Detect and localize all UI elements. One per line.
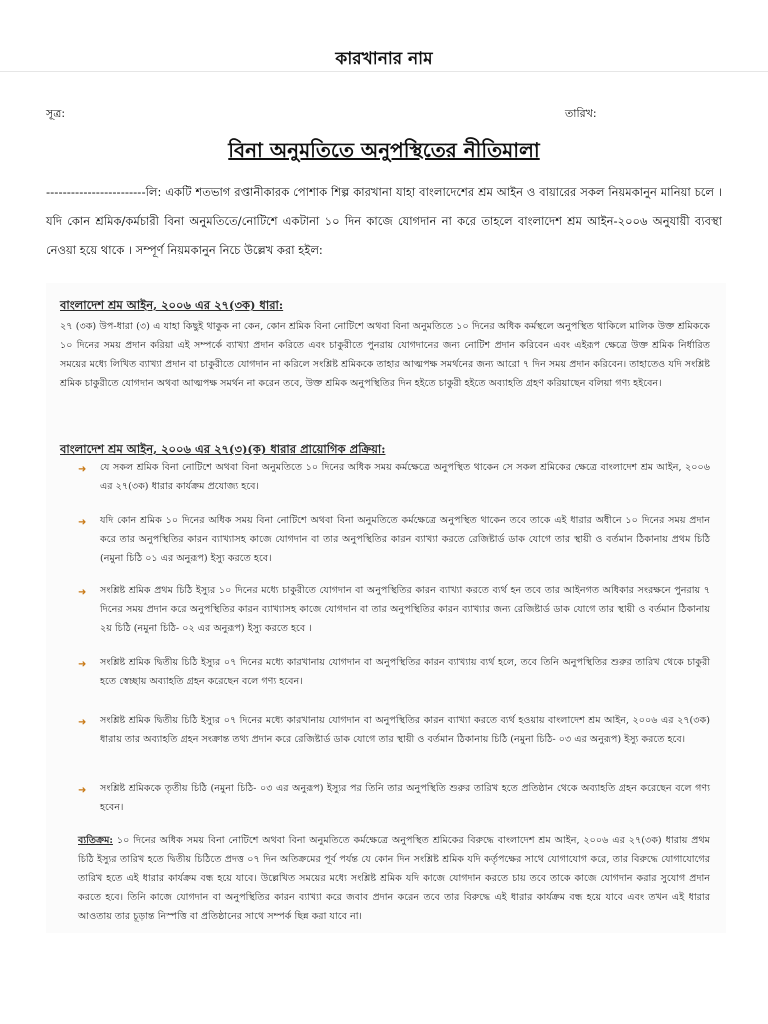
intro-paragraph: ------------------------লি: একটি শতভাগ রপ্তানীকারক পোশাক শিল্প কারখানা যাহা বাংলাদেশের শ্রম আইন ও বায়ারের সকল নিয়মকানুন মানিয়া চলে । যদি কোন শ্রমিক/কর্মচারী বিনা অনুমতিতে/নোটিশে একটানা ১০ দিন কাজে যোগদান না করে তাহলে বাংলাদেশ শ্রম আইন-২০০৬ অনুযায়ী ব্যবস্থা নেওয়া হয়ে থাকে । সম্পূর্ণ নিয়মকানুন নিচে উল্লেখ করা হইল: (46, 185, 722, 257)
exception-paragraph (78, 831, 710, 926)
reference-label: সূত্র: (46, 107, 66, 120)
list-item (78, 458, 710, 496)
factory-name: কারখানার নাম (335, 49, 433, 69)
section2-heading: বাংলাদেশ শ্রম আইন, ২০০৬ এর ২৭(৩)(ক) ধারার প্রায়োগিক প্রক্রিয়া: (60, 442, 386, 456)
date-label: তারিখ: (565, 107, 597, 120)
exception-label: ব্যতিক্রম: (78, 835, 113, 846)
list-item-text: সংশ্লিষ্ট শ্রমিককে তৃতীয় চিঠি (নমুনা চিঠি- ০৩ এর অনুরূপ) ইস্যুর পর তিনি তার অনুপস্থিতি শুরুর তারিখ হতে প্রতিষ্ঠান থেকে অব্যাহতি গ্রহন করেছেন বলে গণ্য হবেন। (100, 783, 710, 813)
section1-paragraph: ২৭ (৩ক) উপ-ধারা (৩) এ যাহা কিছুই থাকুক না কেন, কোন শ্রমিক বিনা নোটিশে অথবা বিনা অনুমতিতে ১০ দিনের অধিক কর্মস্থলে অনুপস্থিত থাকিলে মালিক উক্ত শ্রমিককে ১০ দিনের সময় প্রদান করিয়া এই সম্পর্কে ব্যাখ্যা প্রদান করিতে এবং চাকুরীতে পুনরায় যোগদানের জন্য নোটিশ প্রদান করিবেন এবং এইরূপ ক্ষেত্রে উক্ত শ্রমিক নির্ধারিত সময়ের মধ্যে লিখিত ব্যাখ্যা প্রদান বা চাকুরীতে যোগদান না করিলে সংশ্লিষ্ট শ্রমিককে তাহার আত্মপক্ষ সমর্থনের জন্য আরো ৭ দিন সময় প্রদান করিবেন। তাহাতেও যদি সংশ্লিষ্ট শ্রমিক চাকুরীতে যোগদান অথবা আত্মপক্ষ সমর্থন না করেন তবে, উক্ত শ্রমিক অনুপস্থিতির দিন হইতে চাকুরী হইতে অব্যাহতি গ্রহণ করিয়াছেন বলিয়া গণ্য হইবেন। (60, 321, 710, 389)
header-divider (0, 71, 768, 72)
exception-text: ১০ দিনের অধিক সময় বিনা নোটিশে অথবা বিনা অনুমতিতে কর্মক্ষেত্রে অনুপস্থিত শ্রমিকের বিরুদ্ধে বাংলাদেশ শ্রম আইন, ২০০৬ এর ২৭(৩ক) ধারায় প্রথম চিঠি ইস্যুর তারিখ হতে দ্বিতীয় চিঠিতে প্রদত্ত ০৭ দিন অতিক্রমের পূর্ব পর্যন্ত যে কোন দিন সংশ্লিষ্ট শ্রমিক যদি কর্তৃপক্ষের সাথে যোগাযোগ করে, তার বিরুদ্ধে যোগাযোগের তারিখ হতে এই ধারার কার্যক্রম বন্ধ হয়ে যাবে। উল্লেখিত সময়ের মধ্যে সংশ্লিষ্ট শ্রমিক যদি কাজে যোগদান করতে চায় তবে তাকে কাজে যোগদান করার সুযোগ প্রদান করতে হবে। তিনি কাজে যোগদান বা অনুপস্থিতির কারন ব্যাখ্যা করে জবাব প্রদান করেন তবে তার বিরুদ্ধে এই ধারার কার্যক্রম বন্ধ হয়ে যাবে এবং তখন এই ধারার আওতায় তার চূড়ান্ত নিস্পত্তি বা প্রতিষ্ঠানের সাথে সম্পর্ক ছিন্ন করা যাবে না। (78, 835, 710, 922)
bullet-icon: ➜ (78, 785, 87, 796)
section1-heading: বাংলাদেশ শ্রম আইন, ২০০৬ এর ২৭(৩ক) ধারা: (60, 298, 284, 312)
bullet-icon: ➜ (78, 659, 87, 670)
bullet-icon: ➜ (78, 464, 87, 475)
bullet-icon: ➜ (78, 717, 87, 728)
list-item-text: যে সকল শ্রমিক বিনা নোটিশে অথবা বিনা অনুমতিতে ১০ দিনের অধিক সময় কর্মক্ষেত্রে অনুপস্থিত থাকেন সে সকল শ্রমিকের ক্ষেত্রে বাংলাদেশ শ্রম আইন, ২০০৬ এর ২৭(৩ক) ধারার কার্যক্রম প্রযোজ্য হবে। (100, 462, 710, 492)
list-item (78, 711, 710, 749)
list-item-text: সংশ্লিষ্ট শ্রমিক দ্বিতীয় চিঠি ইস্যুর ০৭ দিনের মধ্যে কারখানায় যোগদান বা অনুপস্থিতির কারন ব্যাখ্যা করতে ব্যর্থ হওয়ায় বাংলাদেশ শ্রম আইন, ২০০৬ এর ২৭(৩ক) ধারায় তার অব্যাহতি গ্রহন সংক্রান্ত তথ্য প্রদান করে রেজিষ্টার্ড ডাক যোগে তার স্থায়ী ও বর্তমান ঠিকানায় চিঠি (নমুনা চিঠি- ০৩ এর অনুরূপ) ইস্যু করতে হবে। (100, 715, 710, 745)
list-item (78, 779, 710, 817)
list-item (78, 653, 710, 691)
bullet-icon: ➜ (78, 587, 87, 598)
bullet-icon: ➜ (78, 517, 87, 528)
document-title: বিনা অনুমতিতে অনুপস্থিতের নীতিমালা (228, 138, 540, 162)
list-item-text: সংশ্লিষ্ট শ্রমিক দ্বিতীয় চিঠি ইস্যুর ০৭ দিনের মধ্যে কারখানায় যোগদান বা অনুপস্থিতির কারন ব্যাখ্যায় ব্যর্থ হলে, তবে তিনি অনুপস্থিতির শুরুর তারিখ থেকে চাকুরী হতে স্বেচ্ছায় অব্যাহতি গ্রহন করেছেন বলে গণ্য হবেন। (100, 657, 710, 687)
list-item-text: সংশ্লিষ্ট শ্রমিক প্রথম চিঠি ইস্যুর ১০ দিনের মধ্যে চাকুরীতে যোগদান বা অনুপস্থিতির কারন ব্যাখ্যা করতে ব্যর্থ হন তবে তার আইনগত অধিকার সংরক্ষনে পুনরায় ৭ দিনের সময় প্রদান করে অনুপস্থিতির কারন ব্যাখ্যাসহ কাজে যোগদান বা তার অনুপস্থিতির কারন ব্যাখ্যার জন্য রেজিষ্টার্ড ডাক যোগে তার স্থায়ী ও বর্তমান ঠিকানায় ২য় চিঠি (নমুনা চিঠি- ০২ এর অনুরূপ) ইস্যু করতে হবে । (100, 585, 710, 634)
list-item (78, 511, 710, 568)
list-item (78, 581, 710, 638)
list-item-text: যদি কোন শ্রমিক ১০ দিনের অধিক সময় বিনা নোটিশে অথবা বিনা অনুমতিতে কর্মক্ষেত্রে অনুপস্থিত থাকেন তবে তাকে এই ধারার অধীনে ১০ দিনের সময় প্রদান করে তার অনুপস্থিতির কারন ব্যাখ্যাসহ কাজে যোগদান বা তার অনুপস্থিতির কারন ব্যাখ্যা করতে রেজিষ্টার্ড ডাক যোগে তার স্থায়ী ও বর্তমান ঠিকানায় প্রথম চিঠি (নমুনা চিঠি ০১ এর অনুরূপ) ইস্যু করতে হবে। (100, 515, 710, 564)
scanned-excerpt (46, 283, 726, 933)
